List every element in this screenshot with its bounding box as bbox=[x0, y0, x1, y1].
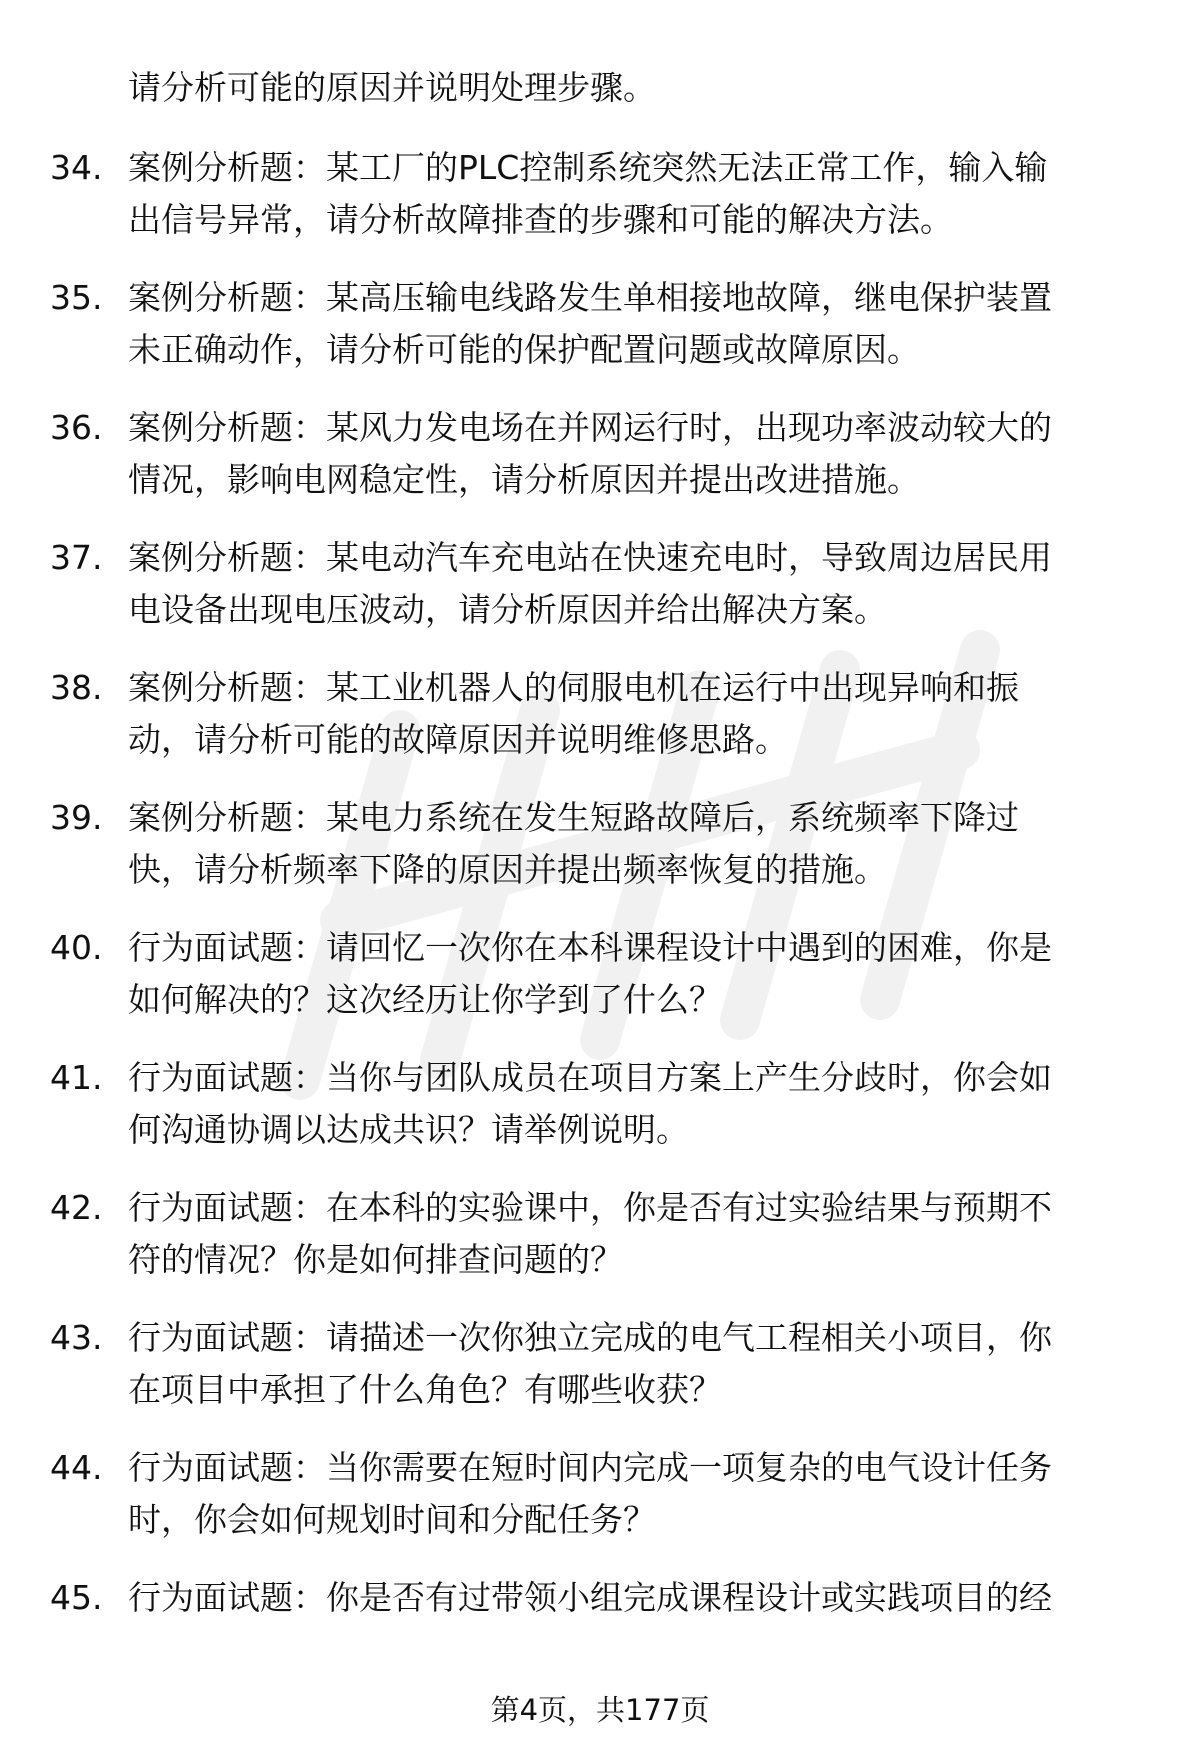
question-number: 42. bbox=[50, 1188, 103, 1227]
continued-text-line: 请分析可能的原因并说明处理步骤。 bbox=[128, 68, 656, 107]
question-line: 行为面试题：当你需要在短时间内完成一项复杂的电气设计任务 bbox=[128, 1448, 1052, 1487]
question-number: 34. bbox=[50, 148, 103, 187]
question-item bbox=[50, 1182, 1160, 1312]
question-item bbox=[50, 1312, 1160, 1442]
question-number: 43. bbox=[50, 1318, 103, 1357]
question-line: 快，请分析频率下降的原因并提出频率恢复的措施。 bbox=[128, 850, 887, 889]
question-text bbox=[128, 142, 1160, 246]
page-footer: 第4页，共177页 bbox=[490, 1693, 710, 1727]
question-text bbox=[128, 922, 1160, 1026]
question-line: 时，你会如何规划时间和分配任务？ bbox=[128, 1500, 656, 1539]
question-line: 案例分析题：某电动汽车充电站在快速充电时，导致周边居民用 bbox=[128, 538, 1052, 577]
question-item bbox=[50, 1572, 1160, 1702]
question-text bbox=[128, 532, 1160, 636]
question-text bbox=[128, 1052, 1160, 1156]
question-line: 动，请分析可能的故障原因并说明维修思路。 bbox=[128, 720, 788, 759]
question-text bbox=[128, 662, 1160, 766]
question-line: 案例分析题：某风力发电场在并网运行时，出现功率波动较大的 bbox=[128, 408, 1052, 447]
question-number: 35. bbox=[50, 278, 103, 317]
question-line: 电设备出现电压波动，请分析原因并给出解决方案。 bbox=[128, 590, 887, 629]
question-number: 36. bbox=[50, 408, 103, 447]
question-line: 行为面试题：当你与团队成员在项目方案上产生分歧时，你会如 bbox=[128, 1058, 1052, 1097]
question-line: 行为面试题：请回忆一次你在本科课程设计中遇到的困难，你是 bbox=[128, 928, 1052, 967]
question-item bbox=[50, 532, 1160, 662]
question-line: 情况，影响电网稳定性，请分析原因并提出改进措施。 bbox=[128, 460, 920, 499]
question-text bbox=[128, 1182, 1160, 1286]
question-number: 41. bbox=[50, 1058, 103, 1097]
question-line: 行为面试题：请描述一次你独立完成的电气工程相关小项目，你 bbox=[128, 1318, 1052, 1357]
question-item bbox=[50, 402, 1160, 532]
question-number: 37. bbox=[50, 538, 103, 577]
question-item bbox=[50, 922, 1160, 1052]
question-text bbox=[128, 1442, 1160, 1546]
question-list bbox=[50, 142, 1160, 1702]
question-item bbox=[50, 1442, 1160, 1572]
question-number: 40. bbox=[50, 928, 103, 967]
question-line: 何沟通协调以达成共识？请举例说明。 bbox=[128, 1110, 689, 1149]
question-item bbox=[50, 142, 1160, 272]
question-number: 44. bbox=[50, 1448, 103, 1487]
question-item bbox=[50, 792, 1160, 922]
question-text bbox=[128, 1312, 1160, 1416]
question-text bbox=[128, 1572, 1160, 1624]
question-text bbox=[128, 272, 1160, 376]
question-line: 在项目中承担了什么角色？有哪些收获？ bbox=[128, 1370, 722, 1409]
question-line: 未正确动作，请分析可能的保护配置问题或故障原因。 bbox=[128, 330, 920, 369]
question-line: 案例分析题：某工业机器人的伺服电机在运行中出现异响和振 bbox=[128, 668, 1019, 707]
question-line: 如何解决的？这次经历让你学到了什么？ bbox=[128, 980, 722, 1019]
question-line: 符的情况？你是如何排查问题的？ bbox=[128, 1240, 623, 1279]
question-line: 行为面试题：你是否有过带领小组完成课程设计或实践项目的经 bbox=[128, 1578, 1052, 1617]
question-text bbox=[128, 792, 1160, 896]
question-line: 案例分析题：某电力系统在发生短路故障后，系统频率下降过 bbox=[128, 798, 1019, 837]
question-text bbox=[128, 402, 1160, 506]
question-item bbox=[50, 272, 1160, 402]
question-line: 案例分析题：某高压输电线路发生单相接地故障，继电保护装置 bbox=[128, 278, 1052, 317]
question-line: 案例分析题：某工厂的PLC控制系统突然无法正常工作，输入输 bbox=[128, 148, 1048, 187]
question-item bbox=[50, 1052, 1160, 1182]
question-item bbox=[50, 662, 1160, 792]
question-line: 出信号异常，请分析故障排查的步骤和可能的解决方法。 bbox=[128, 200, 953, 239]
question-line: 行为面试题：在本科的实验课中，你是否有过实验结果与预期不 bbox=[128, 1188, 1052, 1227]
question-number: 45. bbox=[50, 1578, 103, 1617]
question-number: 38. bbox=[50, 668, 103, 707]
question-number: 39. bbox=[50, 798, 103, 837]
